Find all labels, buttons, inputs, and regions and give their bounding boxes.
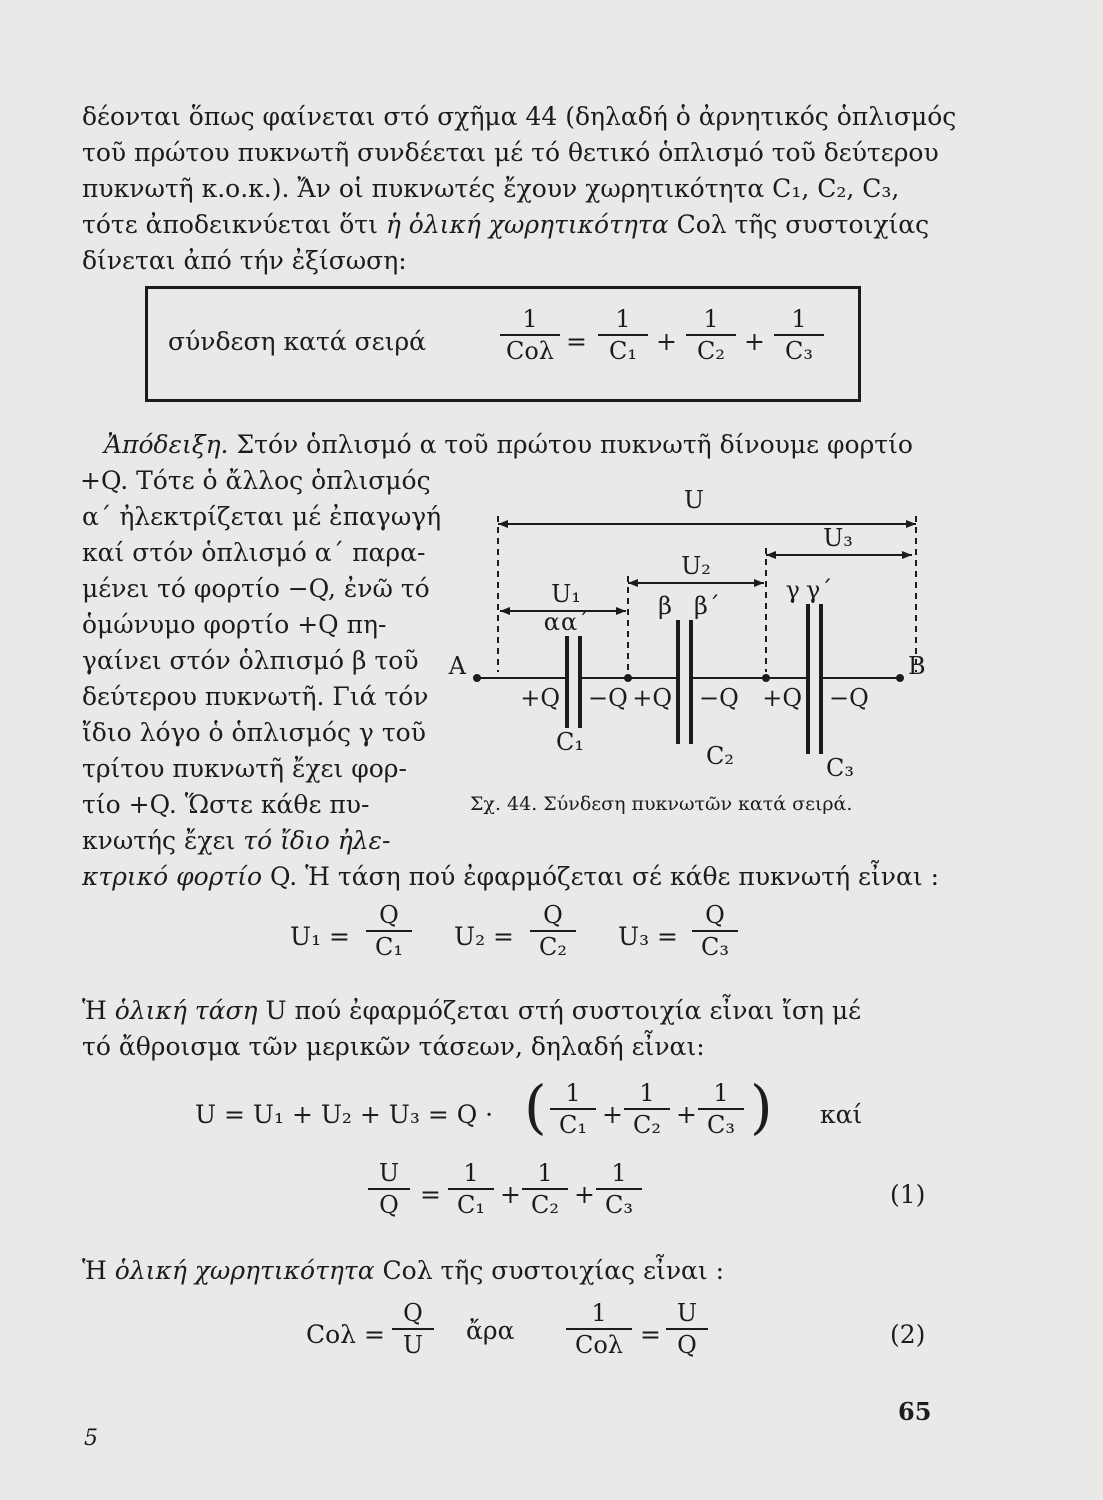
para4-line1-rest: Cολ τῆς συστοιχίας εἶναι : [374, 1256, 725, 1285]
eq1-frac-1 [448, 1160, 494, 1219]
left-line12 [82, 864, 939, 889]
capacitor-c1-plate-alpha [565, 636, 569, 728]
left-line9: τρίτου πυκνωτῆ ἔχει φορ- [82, 754, 407, 783]
para1-line5: δίνεται ἀπό τήν ἐξίσωση: [82, 246, 407, 275]
box-frac-t2-num: 1 [703, 305, 719, 333]
left-line12-italic: κτρικό φορτίο [82, 862, 263, 891]
charge-c2-plus: +Q [632, 684, 672, 712]
volt-u1-den: C₁ [375, 933, 403, 962]
eq2-eq-sign: = [640, 1320, 661, 1349]
box-frac-lhs-num: 1 [522, 305, 538, 333]
eq1-plus-1: + [500, 1180, 521, 1209]
para1-line4-text: τότε ἀποδεικνύεται ὅτι [82, 210, 386, 239]
sum-eq-paren-left: ( [524, 1073, 547, 1141]
label-beta: β [658, 592, 672, 620]
para1-line4-italic: ἡ ὁλική χωρητικότητα [385, 210, 669, 239]
para3-line2: τό ἄθροισμα τῶν μερικῶν τάσεων, δηλαδή εἶναι: [82, 1032, 705, 1061]
label-C1: C₁ [556, 728, 584, 756]
label-U3: U₃ [823, 524, 853, 552]
charge-c3-minus: −Q [829, 684, 869, 712]
sum-frac-2 [624, 1080, 670, 1139]
volt-u3-label: U₃ = [618, 922, 678, 951]
volt-u3-frac [692, 902, 738, 961]
eq2-ara: ἄρα [466, 1316, 515, 1345]
para1-line1: δέονται ὅπως φαίνεται στό σχῆμα 44 (δηλαδή ὁ ἀρνητικός ὁπλισμός [82, 102, 957, 131]
eq1-frac-3 [596, 1160, 642, 1219]
eq2-frac-qu-num: Q [403, 1299, 423, 1327]
sum-plus-1: + [602, 1100, 623, 1129]
capacitor-c3-plate-gamma-prime [819, 604, 823, 754]
sum-frac-3-num: 1 [713, 1079, 729, 1107]
eq2-frac-uq-num: U [676, 1299, 698, 1327]
para4-line1-text: Ἡ [82, 1256, 115, 1285]
eq2-frac-uq-den: Q [677, 1331, 697, 1360]
para3-line1-rest: U πού ἐφαρμόζεται στή συστοιχία εἶναι ἴση μέ [257, 996, 862, 1025]
eq2-frac-qu [392, 1300, 434, 1359]
proof-line1-rest: Στόν ὁπλισμό α τοῦ πρώτου πυκνωτῆ δίνουμε φορτίο [228, 430, 913, 459]
eq2-frac-1col-den: Cολ [574, 1331, 624, 1360]
box-label: σύνδεση κατά σειρά [168, 327, 427, 356]
charge-c2-minus: −Q [699, 684, 739, 712]
left-line1: +Q. Τότε ὁ ἄλλος ὁπλισμός [80, 466, 431, 495]
para1-line4-rest: Cολ τῆς συστοιχίας [668, 210, 930, 239]
eq2-frac-qu-den: U [402, 1331, 424, 1360]
volt-u1-label: U₁ = [290, 922, 350, 951]
volt-u1-frac [366, 902, 412, 961]
left-line4: μένει τό φορτίο −Q, ἐνῶ τό [82, 574, 430, 603]
volt-u1-num: Q [379, 901, 399, 929]
charge-c1-minus: −Q [588, 684, 628, 712]
eq1-plus-2: + [574, 1180, 595, 1209]
sum-frac-1 [550, 1080, 596, 1139]
left-line7: δεύτερου πυκνωτῆ. Γιά τόν [82, 682, 429, 711]
label-C3: C₃ [826, 754, 854, 782]
capacitor-c2-plate-beta-prime [689, 620, 693, 744]
eq1-frac-1-num: 1 [463, 1159, 479, 1187]
left-line10: τίο +Q. Ὥστε κάθε πυ- [82, 790, 370, 819]
box-frac-t2 [686, 306, 736, 365]
box-frac-t1-num: 1 [615, 305, 631, 333]
label-A: A [448, 652, 466, 680]
figure-caption: Σχ. 44. Σύνδεση πυκνωτῶν κατά σειρά. [470, 793, 853, 815]
para1-line3: πυκνωτῆ κ.ο.κ.). Ἄν οἱ πυκνωτές ἔχουν χωρητικότητα C₁, C₂, C₃, [82, 174, 900, 203]
eq1-frac-1-den: C₁ [457, 1191, 485, 1220]
box-frac-t2-den: C₂ [697, 337, 725, 366]
eq1-frac-3-num: 1 [611, 1159, 627, 1187]
box-plus-2: + [744, 327, 765, 356]
box-eq-sign: = [566, 327, 587, 356]
node-b [896, 674, 904, 682]
volt-u2-frac [530, 902, 576, 961]
box-frac-t3-den: C₃ [785, 337, 813, 366]
volt-u2-label: U₂ = [454, 922, 514, 951]
box-plus-1: + [656, 327, 677, 356]
left-line6: γαίνει στόν ὁλπισμό β τοῦ [82, 646, 419, 675]
eq2-frac-uq [666, 1300, 708, 1359]
eq1-label: (1) [890, 1180, 926, 1209]
label-gamma: γ [785, 576, 800, 604]
label-beta-prime: β΄ [694, 592, 720, 620]
eq2-label: (2) [890, 1320, 926, 1349]
sum-frac-2-num: 1 [639, 1079, 655, 1107]
left-line2: α΄ ἠλεκτρίζεται μέ ἐπαγωγή [82, 502, 442, 531]
left-line5: ὁμώνυμο φορτίο +Q πη- [82, 610, 387, 639]
label-U: U [683, 486, 705, 514]
box-frac-lhs-den: Cολ [505, 337, 555, 366]
box-frac-t1 [598, 306, 648, 365]
box-frac-lhs [500, 306, 560, 365]
volt-u2-num: Q [543, 901, 563, 929]
label-B: B [908, 652, 926, 680]
sum-eq-lhs: U = U₁ + U₂ + U₃ = Q · [195, 1100, 494, 1129]
label-U1: U₁ [551, 580, 581, 608]
volt-u2-den: C₂ [539, 933, 567, 962]
sum-frac-1-num: 1 [565, 1079, 581, 1107]
label-alpha: α [543, 608, 560, 636]
signature-mark: 5 [84, 1426, 98, 1451]
eq1-lhs-num: U [378, 1159, 400, 1187]
label-alpha-prime: α΄ [561, 608, 590, 636]
left-line3: καί στόν ὁπλισμό α΄ παρα- [82, 538, 426, 567]
left-line11 [82, 828, 390, 853]
volt-u3-den: C₃ [701, 933, 729, 962]
volt-u3-num: Q [705, 901, 725, 929]
eq1-frac-3-den: C₃ [605, 1191, 633, 1220]
sum-eq-paren-right: ) [750, 1073, 773, 1141]
left-line11-italic: τό ἴδιο ἠλε- [243, 826, 391, 855]
eq1-frac-2-den: C₂ [531, 1191, 559, 1220]
para3-line1-text: Ἡ [82, 996, 115, 1025]
box-frac-t3 [774, 306, 824, 365]
box-frac-t3-num: 1 [791, 305, 807, 333]
para1-line2: τοῦ πρώτου πυκνωτῆ συνδέεται μέ τό θετικό ὁπλισμό τοῦ δεύτερου [82, 138, 939, 167]
para1-line4 [82, 212, 929, 237]
node-a [473, 674, 481, 682]
proof-word: Ἀπόδειξη. [104, 430, 229, 459]
para3-line1-italic: ὁλική τάση [114, 996, 258, 1025]
capacitor-c2-plate-beta [676, 620, 680, 744]
eq2-frac-1col-num: 1 [591, 1299, 607, 1327]
capacitor-c1-plate-alpha-prime [578, 636, 582, 728]
left-line11-text: κνωτής ἔχει [82, 826, 244, 855]
para4-line1 [82, 1258, 724, 1283]
sum-frac-3-den: C₃ [707, 1111, 735, 1140]
eq2-col-label: Cολ = [306, 1320, 385, 1349]
label-U2: U₂ [681, 552, 711, 580]
eq1-frac-2-num: 1 [537, 1159, 553, 1187]
sum-eq-kai: καί [820, 1100, 863, 1129]
charge-c1-plus: +Q [520, 684, 560, 712]
left-line12-rest: Q. Ἡ τάση πού ἐφαρμόζεται σέ κάθε πυκνωτή εἶναι : [262, 862, 940, 891]
sum-frac-1-den: C₁ [559, 1111, 587, 1140]
para3-line1 [82, 998, 861, 1023]
label-gamma-prime: γ΄ [806, 576, 833, 604]
eq2-frac-1col [566, 1300, 632, 1359]
box-frac-t1-den: C₁ [609, 337, 637, 366]
proof-line1 [104, 432, 913, 457]
sum-frac-2-den: C₂ [633, 1111, 661, 1140]
sum-plus-2: + [676, 1100, 697, 1129]
eq1-frac-lhs [368, 1160, 410, 1219]
label-C2: C₂ [706, 742, 734, 770]
eq1-lhs-den: Q [379, 1191, 399, 1220]
eq1-eq-sign: = [420, 1180, 441, 1209]
charge-c3-plus: +Q [762, 684, 802, 712]
left-line8: ἴδιο λόγο ὁ ὁπλισμός γ τοῦ [82, 718, 426, 747]
sum-frac-3 [698, 1080, 744, 1139]
capacitor-c3-plate-gamma [806, 604, 810, 754]
eq1-frac-2 [522, 1160, 568, 1219]
para4-line1-italic: ὁλική χωρητικότητα [114, 1256, 375, 1285]
page-number: 65 [898, 1397, 932, 1426]
